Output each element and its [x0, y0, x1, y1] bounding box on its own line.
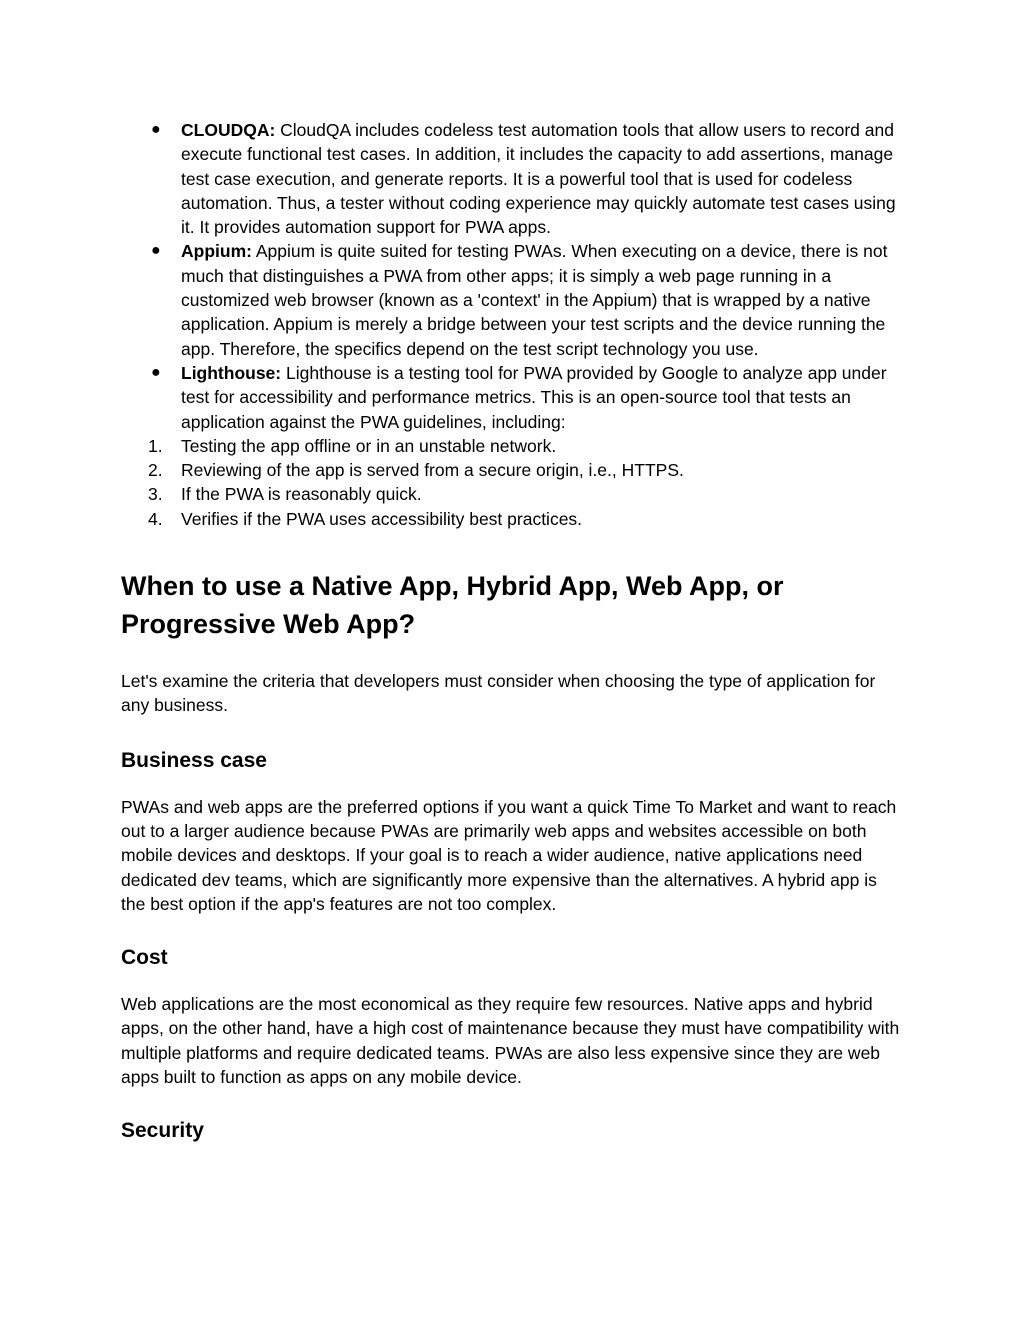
list-item: [121, 458, 901, 482]
list-item: [121, 507, 901, 531]
section-heading: When to use a Native App, Hybrid App, Web App, or Progressive Web App?: [121, 571, 784, 640]
business-case-text: PWAs and web apps are the preferred options if you want a quick Time To Market and want to reach out to a larger audience because PWAs are primarily web apps and websites accessible on both mobile devices and desktops. If your goal is to reach a wider audience, native applications need dedicated dev teams, which are significantly more expensive than the alternatives. A hybrid app is the best option if the app's features are not too complex.: [121, 796, 897, 914]
security-heading: Security: [121, 1119, 204, 1143]
lighthouse-checks-list: [121, 434, 901, 531]
list-item: [121, 434, 901, 458]
bullet-icon: ●: [151, 363, 161, 381]
list-number: 2.: [148, 460, 163, 481]
business-case-heading: Business case: [121, 748, 267, 772]
cost-text: Web applications are the most economical as they require few resources. Native apps and hybrid apps, on the other hand, have a high cost of maintenance because they must have compatibility with multiple platforms and require dedicated teams. PWAs are also less expensive since they are web apps built to function as apps on any mobile device.: [121, 994, 900, 1088]
list-item-text: Reviewing of the app is served from a secure origin, i.e., HTTPS.: [181, 460, 684, 481]
list-item: [121, 482, 901, 506]
tool-name: CLOUDQA:: [181, 120, 276, 140]
list-item-text: Verifies if the PWA uses accessibility best practices.: [181, 508, 583, 529]
list-number: 3.: [148, 484, 163, 505]
section-intro: Let's examine the criteria that developers must consider when choosing the type of application for any business.: [121, 671, 876, 716]
list-item-text: Testing the app offline or in an unstable network.: [181, 435, 557, 456]
document-page: [121, 118, 901, 1144]
bullet-icon: ●: [151, 242, 161, 260]
tool-name: Appium:: [181, 241, 252, 262]
list-item-lighthouse: [121, 361, 901, 434]
cost-heading: Cost: [121, 946, 168, 970]
tool-description: Appium is quite suited for testing PWAs. When executing on a device, there is not much that distinguishes a PWA from other apps; it is simply a web page running in a customized web browser (known as a 'context' in the Appium) that is wrapped by a native application. Appium is merely a bridge between your test scripts and the device running the app. Therefore, the specifics depend on the test script technology you use.: [181, 241, 888, 359]
list-item-text: If the PWA is reasonably quick.: [181, 484, 422, 505]
list-number: 1.: [148, 435, 163, 456]
tool-name: Lighthouse:: [181, 362, 282, 383]
list-item-cloudqa: [121, 118, 901, 239]
list-item-appium: [121, 239, 901, 360]
testing-tools-list: [121, 118, 901, 434]
tool-description: CloudQA includes codeless test automation tools that allow users to record and execute functional test cases. In addition, it includes the capacity to add assertions, manage test case execution, and generate reports. It is a powerful tool that is used for codeless automation. Thus, a tester without coding experience may quickly automate test cases using it. It provides automation support for PWA apps.: [181, 120, 896, 238]
tool-description: Lighthouse is a testing tool for PWA provided by Google to analyze app under test for accessibility and performance metrics. This is an open-source tool that tests an application against the PWA guidelines, including:: [181, 362, 887, 432]
list-number: 4.: [148, 508, 163, 529]
bullet-icon: ●: [151, 121, 161, 138]
